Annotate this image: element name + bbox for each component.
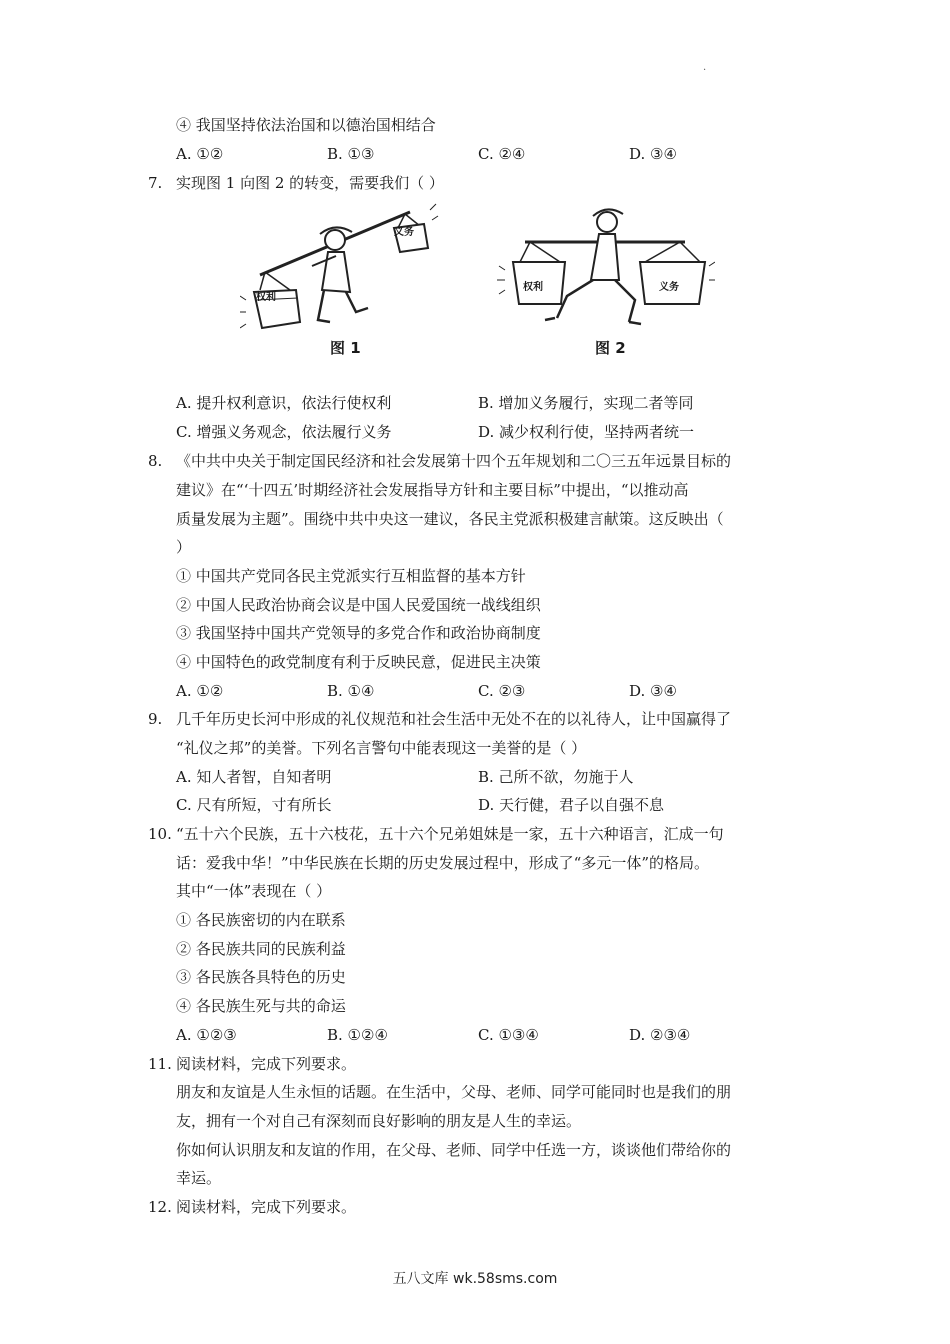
q6-item-4: ④ 我国坚持依法治国和以德治国相结合 — [176, 116, 436, 134]
q8-option-a: A. ①② — [176, 682, 224, 700]
q11-line-3: 友，拥有一个对自己有深刻而良好影响的朋友是人生的幸运。 — [176, 1112, 582, 1130]
q7-number: 7. — [148, 174, 163, 192]
q9-stem-line-2: “礼仪之邦”的美誉。下列名言警句中能表现这一美誉的是（ ） — [176, 739, 587, 757]
q10-stem-line-2: 话：爱我中华！”中华民族在长期的历史发展过程中，形成了“多元一体”的格局。 — [176, 854, 710, 872]
q9-option-b: B. 己所不欲，勿施于人 — [478, 768, 634, 786]
q12-line-1: 阅读材料，完成下列要求。 — [176, 1198, 357, 1216]
q6-option-a: A. ①② — [176, 145, 224, 163]
figure-2-caption: 图 2 — [595, 339, 626, 357]
q7-option-b: B. 增加义务履行，实现二者等同 — [478, 394, 694, 412]
q11-line-4: 你如何认识朋友和友谊的作用，在父母、老师、同学中任选一方，谈谈他们带给你的 — [176, 1141, 732, 1159]
q10-item-2: ② 各民族共同的民族利益 — [176, 940, 346, 958]
q11-line-5: 幸运。 — [176, 1169, 222, 1187]
q8-item-3: ③ 我国坚持中国共产党领导的多党合作和政治协商制度 — [176, 624, 541, 642]
figure-2-rights-label: 权利 — [523, 282, 543, 293]
q11-number: 11. — [148, 1055, 172, 1073]
figure-2-illustration — [495, 200, 715, 335]
q8-item-1: ① 中国共产党同各民主党派实行互相监督的基本方针 — [176, 567, 526, 585]
q11-line-2: 朋友和友谊是人生永恒的话题。在生活中，父母、老师、同学可能同时也是我们的朋 — [176, 1083, 732, 1101]
q8-option-c: C. ②③ — [478, 682, 526, 700]
q11-line-1: 阅读材料，完成下列要求。 — [176, 1055, 357, 1073]
q9-option-a: A. 知人者智，自知者明 — [176, 768, 332, 786]
figure-1-rights-label: 权利 — [256, 292, 276, 303]
q10-item-3: ③ 各民族各具特色的历史 — [176, 968, 346, 986]
q6-option-d: D. ③④ — [629, 145, 677, 163]
footer-watermark: 五八文库 wk.58sms.com — [392, 1271, 558, 1287]
q8-option-b: B. ①④ — [327, 682, 375, 700]
q10-stem-line-3: 其中“一体”表现在（ ） — [176, 882, 332, 900]
q8-number: 8. — [148, 452, 163, 470]
q9-option-c: C. 尺有所短，寸有所长 — [176, 796, 332, 814]
q10-item-4: ④ 各民族生死与共的命运 — [176, 997, 346, 1015]
q9-stem-line-1: 几千年历史长河中形成的礼仪规范和社会生活中无处不在的以礼待人，让中国赢得了 — [176, 710, 732, 728]
q9-option-d: D. 天行健，君子以自强不息 — [478, 796, 665, 814]
figure-1-caption: 图 1 — [330, 339, 361, 357]
q7-option-d: D. 减少权利行使，坚持两者统一 — [478, 423, 695, 441]
q8-item-4: ④ 中国特色的政党制度有利于反映民意，促进民主决策 — [176, 653, 541, 671]
q8-stem-line-4: ） — [176, 538, 192, 556]
q10-option-c: C. ①③④ — [478, 1026, 539, 1044]
q8-stem-line-2: 建议》在“‘十四五’时期经济社会发展指导方针和主要目标”中提出，“以推动高 — [176, 481, 689, 499]
q8-stem-line-1: 《中共中央关于制定国民经济和社会发展第十四个五年规划和二〇三五年远景目标的 — [176, 452, 732, 470]
q12-number: 12. — [148, 1198, 172, 1216]
q7-option-c: C. 增强义务观念，依法履行义务 — [176, 423, 392, 441]
q10-option-a: A. ①②③ — [176, 1026, 237, 1044]
q8-item-2: ② 中国人民政治协商会议是中国人民爱国统一战线组织 — [176, 596, 541, 614]
q10-stem-line-1: “五十六个民族，五十六枝花，五十六个兄弟姐妹是一家，五十六种语言，汇成一句 — [176, 825, 724, 843]
q10-number: 10. — [148, 825, 172, 843]
q6-option-c: C. ②④ — [478, 145, 526, 163]
q6-option-b: B. ①③ — [327, 145, 375, 163]
figure-1-duties-label: 义务 — [394, 227, 414, 238]
q8-option-d: D. ③④ — [629, 682, 677, 700]
q8-stem-line-3: 质量发展为主题”。围绕中共中央这一建议，各民主党派积极建言献策。这反映出（ — [176, 510, 724, 528]
q9-number: 9. — [148, 710, 163, 728]
header-mark: . — [703, 62, 707, 73]
figure-2-duties-label: 义务 — [659, 282, 679, 293]
figure-1-illustration — [240, 200, 440, 335]
q7-stem: 实现图 1 向图 2 的转变，需要我们（ ） — [176, 174, 444, 192]
q10-item-1: ① 各民族密切的内在联系 — [176, 911, 346, 929]
q7-option-a: A. 提升权利意识，依法行使权利 — [176, 394, 392, 412]
q10-option-d: D. ②③④ — [629, 1026, 691, 1044]
q10-option-b: B. ①②④ — [327, 1026, 388, 1044]
